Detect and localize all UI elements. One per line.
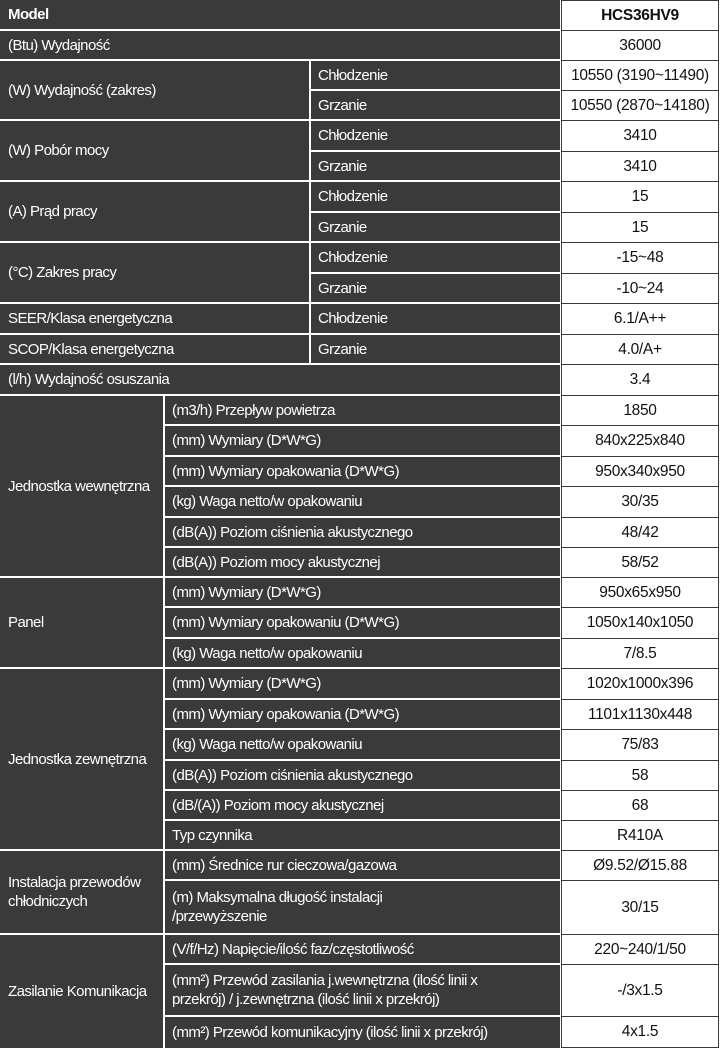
capacity-cool-value: 10550 (3190~11490) [571, 66, 709, 84]
outdoor-value-cell [561, 761, 719, 791]
indoor-group-cell [0, 396, 164, 578]
range-heat-value-cell [561, 274, 719, 304]
indoor-item-label: (dB(A)) Poziom ciśnienia akustycznego [172, 523, 413, 541]
power-cool-value-cell [561, 121, 719, 152]
range-heat-cell [310, 274, 560, 304]
capacity-heat-value: 10550 (2870~14180) [570, 96, 710, 114]
supply-item-label: (mm²) Przewód komunikacyjny (ilość linii x przekrój) [172, 1024, 488, 1041]
outdoor-value-cell [561, 821, 719, 851]
indoor-value-cell [561, 457, 719, 487]
outdoor-item-label: (mm) Wymiary opakowania (D*W*G) [172, 705, 400, 723]
btu-value: 36000 [619, 36, 661, 54]
piping-group-cell [0, 851, 164, 935]
indoor-value: 840x225x840 [595, 432, 685, 449]
current-heat-label: Grzanie [318, 218, 367, 236]
panel-value: 950x65x950 [599, 583, 681, 601]
current-heat-value: 15 [631, 218, 649, 236]
seer-label: SEER/Klasa energetyczna [8, 310, 173, 327]
power-cool-cell [310, 121, 560, 152]
btu-label: (Btu) Wydajność [8, 36, 110, 54]
outdoor-value-cell [561, 730, 719, 761]
power-heat-label: Grzanie [318, 157, 367, 175]
supply-value: 220~240/1/50 [594, 940, 686, 958]
capacity-label-cell [0, 61, 310, 121]
seer-sub-label: Chłodzenie [318, 310, 388, 327]
outdoor-value: 58 [631, 766, 649, 784]
indoor-item-label: (m3/h) Przepływ powietrza [172, 401, 335, 419]
current-cool-value-cell [561, 182, 719, 213]
range-label: (°C) Zakres pracy [8, 264, 117, 281]
column-divider [309, 61, 311, 365]
power-cool-label: Chłodzenie [318, 127, 388, 144]
indoor-value: 48/42 [621, 523, 659, 541]
panel-group-label: Panel [8, 614, 44, 631]
supply-cable-line1: (mm²) Przewód zasilania j.wewnętrzna (ilość linii x [172, 972, 478, 989]
current-cool-label: Chłodzenie [318, 188, 388, 205]
outdoor-group-cell [0, 669, 164, 851]
indoor-value: 1850 [623, 401, 657, 419]
outdoor-item [164, 821, 560, 851]
outdoor-item-label: (mm) Wymiary (D*W*G) [172, 675, 321, 692]
outdoor-group-label: Jednostka zewnętrzna [8, 750, 147, 768]
range-label-cell [0, 243, 310, 304]
current-label-cell [0, 182, 310, 243]
panel-group-cell [0, 578, 164, 669]
power-label: (W) Pobór mocy [8, 142, 109, 159]
power-label-cell [0, 121, 310, 182]
scop-label-cell [0, 335, 310, 365]
model-value: HCS36HV9 [601, 6, 679, 24]
current-heat-value-cell [561, 213, 719, 243]
supply-group-cell [0, 935, 164, 1048]
supply-item [164, 935, 560, 965]
supply-value: 4x1.5 [621, 1023, 659, 1040]
supply-value: -/3x1.5 [617, 981, 663, 999]
capacity-cool-cell [310, 61, 560, 91]
scop-sub-cell [310, 335, 560, 365]
indoor-item [164, 457, 560, 487]
seer-value-cell [561, 304, 719, 335]
piping-item [164, 851, 560, 881]
supply-item [164, 965, 560, 1017]
piping-item [164, 881, 560, 935]
supply-value-cell [561, 1017, 719, 1048]
panel-item [164, 639, 560, 669]
btu-label-cell [0, 31, 560, 61]
current-cool-value: 15 [631, 188, 649, 205]
piping-item-label [164, 881, 560, 933]
range-heat-value: -10~24 [616, 279, 664, 297]
panel-item-label: (kg) Waga netto/w opakowaniu [172, 644, 362, 662]
piping-group-label [0, 851, 164, 933]
panel-value-cell [561, 608, 719, 639]
outdoor-value-cell [561, 700, 719, 730]
scop-value: 4.0/A+ [618, 340, 662, 358]
indoor-value-cell [561, 518, 719, 548]
capacity-label: (W) Wydajność (zakres) [8, 81, 156, 99]
piping-item-label: (mm) Średnice rur cieczowa/gazowa [172, 856, 397, 874]
range-cool-value-cell [561, 243, 719, 274]
outdoor-item [164, 730, 560, 761]
indoor-item-label: (mm) Wymiary (D*W*G) [172, 432, 321, 449]
capacity-heat-label: Grzanie [318, 96, 367, 114]
btu-value-cell [561, 31, 719, 61]
indoor-value-cell [561, 426, 719, 457]
scop-value-cell [561, 335, 719, 365]
panel-item-label: (mm) Wymiary (D*W*G) [172, 583, 321, 601]
panel-value: 1050x140x1050 [586, 614, 694, 631]
indoor-item [164, 426, 560, 457]
supply-item [164, 1017, 560, 1048]
outdoor-item-label: (dB/(A)) Poziom mocy akustycznej [172, 796, 384, 814]
piping-value: 30/15 [621, 898, 659, 916]
current-heat-cell [310, 213, 560, 243]
scop-label: SCOP/Klasa energetyczna [8, 340, 174, 358]
panel-value: 7/8.5 [623, 644, 657, 662]
indoor-item [164, 518, 560, 548]
range-cool-cell [310, 243, 560, 274]
indoor-value-cell [561, 487, 719, 518]
dehum-label: (l/h) Wydajność osuszania [8, 371, 170, 388]
supply-group-label: Zasilanie Komunikacja [8, 983, 147, 1000]
capacity-cool-label: Chłodzenie [318, 66, 388, 84]
outdoor-value: 75/83 [621, 736, 659, 753]
current-cool-cell [310, 182, 560, 213]
indoor-item [164, 487, 560, 518]
seer-label-cell [0, 304, 310, 335]
indoor-item [164, 548, 560, 578]
outdoor-item [164, 791, 560, 821]
outdoor-item-label: (dB(A)) Poziom ciśnienia akustycznego [172, 766, 413, 784]
current-label: (A) Prąd pracy [8, 203, 97, 220]
piping-value-cell [561, 851, 719, 881]
piping-label-line1: Instalacja przewodów [8, 874, 141, 891]
piping-value: Ø9.52/Ø15.88 [593, 856, 687, 874]
outdoor-item [164, 669, 560, 700]
outdoor-value-cell [561, 791, 719, 821]
header-label-cell [0, 0, 560, 31]
outdoor-value: R410A [617, 826, 663, 844]
dehum-label-cell [0, 365, 560, 396]
supply-value-cell [561, 935, 719, 965]
outdoor-value: 1101x1130x448 [587, 705, 693, 723]
supply-item-label: (V/f/Hz) Napięcie/ilość faz/częstotliwość [172, 940, 414, 958]
panel-item [164, 608, 560, 639]
piping-length-line1: (m) Maksymalna długość instalacji [172, 889, 383, 906]
outdoor-item [164, 761, 560, 791]
piping-label-line2: chłodniczych [8, 893, 88, 910]
header-label: Model [8, 6, 49, 23]
supply-cable-line2: przekrój) / j.zewnętrzna (ilość linii x przekrój) [172, 991, 440, 1008]
outdoor-value-cell [561, 669, 719, 700]
outdoor-value: 1020x1000x396 [586, 675, 694, 692]
panel-value-cell [561, 639, 719, 669]
outdoor-value: 68 [631, 796, 649, 814]
indoor-item-label: (kg) Waga netto/w opakowaniu [172, 493, 362, 510]
indoor-item [164, 396, 560, 426]
power-heat-cell [310, 152, 560, 182]
dehum-value: 3.4 [629, 371, 651, 388]
outdoor-item-label: Typ czynnika [172, 826, 253, 844]
indoor-value: 950x340x950 [595, 462, 685, 480]
indoor-value: 30/35 [621, 493, 659, 510]
panel-item [164, 578, 560, 608]
dehum-value-cell [561, 365, 719, 396]
indoor-item-label: (mm) Wymiary opakowania (D*W*G) [172, 462, 400, 480]
seer-sub-cell [310, 304, 560, 335]
outdoor-item-label: (kg) Waga netto/w opakowaniu [172, 736, 362, 753]
capacity-heat-value-cell [561, 91, 719, 121]
power-heat-value: 3410 [623, 157, 657, 175]
column-divider [163, 396, 165, 1048]
capacity-heat-cell [310, 91, 560, 121]
scop-sub-label: Grzanie [318, 340, 367, 358]
seer-value: 6.1/A++ [613, 310, 667, 327]
indoor-group-label: Jednostka wewnętrzna [8, 477, 150, 495]
range-heat-label: Grzanie [318, 279, 367, 297]
power-cool-value: 3410 [623, 127, 657, 144]
piping-length-line2: /przewyższenie [172, 908, 267, 925]
panel-item-label: (mm) Wymiary opakowaniu (D*W*G) [172, 614, 400, 631]
indoor-item-label: (dB(A)) Poziom mocy akustycznej [172, 553, 381, 571]
header-value-cell [561, 0, 719, 31]
indoor-value-cell [561, 396, 719, 426]
range-cool-label: Chłodzenie [318, 249, 388, 266]
supply-item-label [164, 965, 560, 1015]
supply-value-cell [561, 965, 719, 1017]
indoor-value: 58/52 [621, 553, 659, 571]
indoor-value-cell [561, 548, 719, 578]
panel-value-cell [561, 578, 719, 608]
power-heat-value-cell [561, 152, 719, 182]
piping-value-cell [561, 881, 719, 935]
capacity-cool-value-cell [561, 61, 719, 91]
outdoor-item [164, 700, 560, 730]
range-cool-value: -15~48 [616, 249, 664, 266]
